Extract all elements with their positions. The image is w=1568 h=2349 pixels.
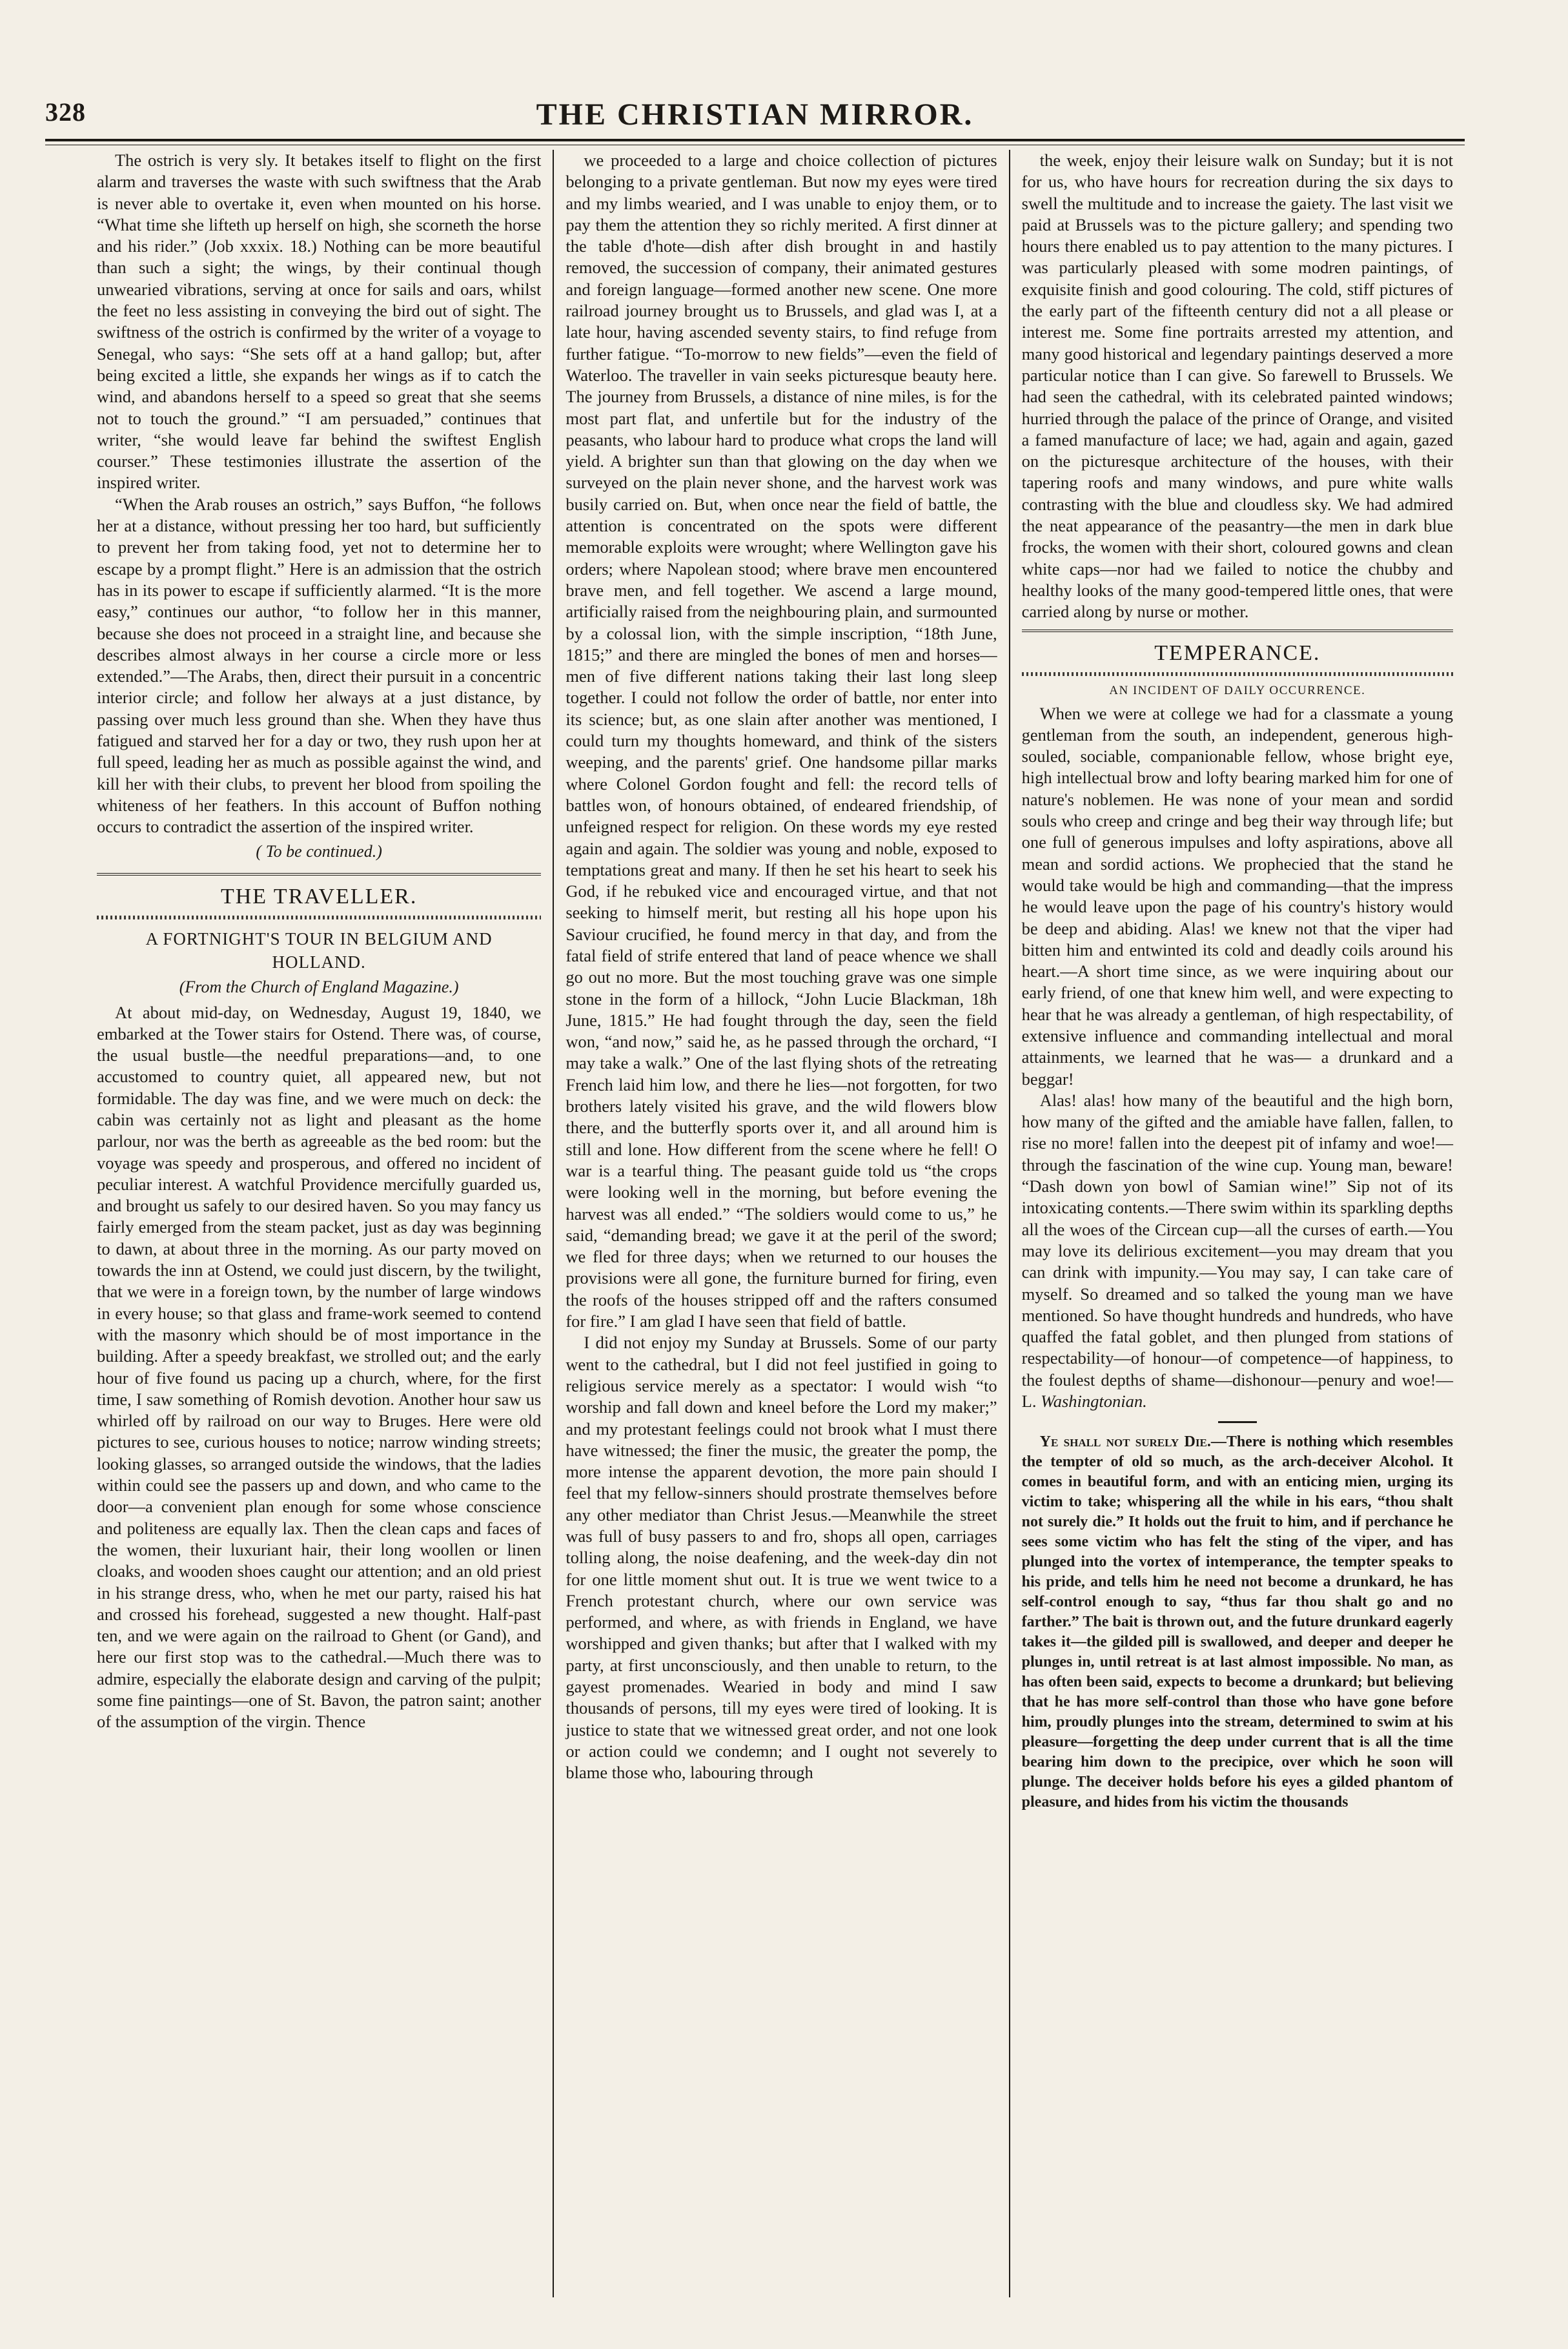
ostrich-paragraph-1: The ostrich is very sly. It betakes itself to flight on the first alarm and traverses the waste with such swiftness that the Arab is never able to overtake it, even when mounted on his horse. “What time she lifteth up herself on high, she scorneth the horse and his rider.” (Job xxxix. 18.) Nothing can be more beautiful than such a sight; the wings, by their continual though unwearied vibrations, serving at once for sails and oars, whilst the feet no less assisting in conveying the bird out of sight. The swiftness of the ostrich is confirmed by the writer of a voyage to Senegal, who says: “She sets off at a hand gallop; but, after being excited a little, she expands her wings as if to catch the wind, and abandons herself to a speed so great that she seems not to touch the ground.” “I am persuaded,” continues that writer, “she would leave far behind the swiftest English courser.” These testimonies illustrate the assertion of the inspired writer. [97, 150, 542, 493]
column-2 [553, 150, 1008, 2297]
temperance-paragraph-1: When we were at college we had for a classmate a young gentleman from the south, an independent, generous high-souled, sociable, companionable fellow, whose bright eye, high intellectual brow and lofty bearing marked him for one of nature's noblemen. He was none of your mean and sordid souls who creep and cringe and beg their way through life; but one full of generous impulses and lofty aspirations, above all mean and sordid actions. We prophecied that the stand he would take would be high and commanding—that the impress he would leave upon the page of his country's history would be deep and abiding. Alas! we knew not that the viper had bitten him and entwinted its cold and deadly coils around his heart.—A short time since, as we were inquiring about our early friend, of one that knew him well, and were expecting to hear that he was already a gentleman, of high respectability, of extensive influence and commanding intellectual and moral attainments, we learned that he was— a drunkard and a beggar! [1021, 703, 1453, 1089]
wavy-divider [1022, 672, 1453, 676]
masthead [45, 97, 1465, 142]
section-divider [1022, 630, 1453, 632]
column-1 [97, 150, 553, 2297]
section-title-temperance: TEMPERANCE. [1154, 641, 1321, 665]
journal-title: THE CHRISTIAN MIRROR. [536, 97, 974, 132]
columns [97, 150, 1465, 2297]
temperance-subhead: AN INCIDENT OF DAILY OCCURRENCE. [1109, 683, 1366, 697]
ostrich-paragraph-2: “When the Arab rouses an ostrich,” says Buffon, “he follows her at a distance, without pressing her too hard, but sufficiently to prevent her from taking food, yet not to determine her to escape by a prompt flight.” Here is an admission that the ostrich has in its power to escape if sufficiently alarmed. “It is the more easy,” continues our author, “to follow her in this manner, because she does not proceed in a straight line, and because she describes almost always in her course a circle more or less extended.”—The Arabs, then, direct their pursuit in a concentric interior circle; and follow her always at a just distance, by passing over much less ground than she. When they have thus fatigued and starved her for a day or two, they rush upon her at full speed, leading her as much as possible against the wind, and kill her with their clubs, to prevent her blood from spoiling the whiteness of her feathers. In this account of Buffon nothing occurs to contradict the assertion of the inspired writer. [97, 494, 542, 837]
article-source: (From the Church of England Magazine.) [179, 977, 459, 996]
column-3 [1009, 150, 1465, 2297]
traveller-paragraph-2: we proceeded to a large and choice collection of pictures belonging to a private gentleman. But now my eyes were tired and my limbs wearied, and I was unable to enjoy them, or to pay them the attention they so richly merited. A first dinner at the table d'hote—dish after dish brought in and hastily removed, the succession of company, their animated gestures and foreign language—formed another new scene. One more railroad journey brought us to Brussels, and glad was I, at a late hour, having ascended seventy stairs, to find refuge from further fatigue. “To-morrow to new fields”—even the field of Waterloo. The traveller in vain seeks picturesque beauty here. The journey from Brussels, a distance of nine miles, is for the most part flat, and unfertile but for the industry of the peasants, who labour hard to produce what crops the land will yield. A brighter sun than that glowing on the day when we surveyed on the plain never shone, and the harvest work was busily carried on. But, when once near the field of battle, the attention is concentrated on the spots were different memorable exploits were wrought; where Wellington gave his orders; where Napolean stood; where brave men encountered brave men, and fell together. We ascend a large mound, artificially raised from the neighbouring plain, and surmounted by a colossal lion, with the simple inscription, “18th June, 1815;” and there are mingled the bones of men and horses—men of five different nations taking their last long sleep together. I could not follow the order of battle, nor enter into its science; but, as one slain after another was mentioned, I could turn my thoughts homeward, and think of the sisters weeping, and the parents' grief. One handsome pillar marks where Colonel Gordon fought and fell: the record tells of battles won, of honours obtained, of endeared friendship, of unfeigned respect for religion. On these words my eye rested again and again. The soldier was young and noble, exposed to temptations great and many. If then he set his heart to seek his God, if he rebuked vice and encouraged virtue, and that not seeking to himself merit, but resting all his hope upon his Saviour crucified, he found mercy in that day, and from the fatal field of strife entered that land of peace whence we shall go out no more. But the most touching grave was one simple stone in the form of a hillock, “John Lucie Blackman, 18h June, 1815.” He had fought through the day, seen the field won, “and now,” said he, as he passed through the orchard, “I may take a walk.” One of the last flying shots of the retreating French laid him low, and there he lies—not forgotten, for two brothers lately visited his grave, and the wild flowers blow there, and the butterfly sports over it, and all around him is still and lone. How different from the scene where he fell! O war is a tearful thing. The peasant guide told us “the crops were looking well in the morning, but before evening the harvest was all ended.” “The soldiers would come to us,” he said, “demanding bread; we gave it at the peril of the sword; we fled for three days; when we returned to our houses the provisions were all gone, the furniture burned for firing, even the roofs of the houses stripped off and the rafters consumed for fire.” I am glad I have seen that field of battle. [565, 150, 997, 1331]
final-paragraph [1022, 1432, 1453, 1812]
final-paragraph-text: —There is nothing which resembles the tempter of old so much, as the arch-deceiver Alcohol. It comes in beautiful form, and with an enticing mien, urging its victim to take; whispering all the while in his ears, “thou shalt not surely die.” It holds out the fruit to him, and if perchance he sees some victim who has felt the sting of the viper, and has plunged into the vortex of intemperance, the tempter speaks to his pride, and tells him he need not become a drunkard, he has self-control enough to say, “thus far thou shalt go and no farther.” The bait is thrown out, and the future drunkard eagerly takes it—the gilded pill is swallowed, and deeper and deeper he plunges in, until retreat is at last almost impossible. No man, as has often been said, expects to become a drunkard; but believing that he has more self-control than those who have gone before him, proudly plunges into the stream, determined to swim at his pleasure—forgetting the deep under current that is all the time bearing him down to the precipice, over which he soon will plunge. The deceiver holds before his eyes a gilded phantom of pleasure, and hides from his victim the thousands [1021, 1433, 1453, 1811]
article-title: A FORTNIGHT'S TOUR IN BELGIUM AND HOLLAND. [145, 928, 493, 972]
article-paragraph-1: At about mid-day, on Wednesday, August 19, 1840, we embarked at the Tower stairs for Ostend. There was, of course, the usual bustle—the needful preparations—and, to one accustomed to country quiet, all appeared new, but not formidable. The day was fine, and we were much on deck: the cabin was certainly not as light and pleasant as the home parlour, nor was the berth as agreeable as the bed room: but the voyage was speedy and prosperous, and offered no incident of peculiar interest. A watchful Providence mercifully guarded us, and brought us safely to our desired haven. So you may fancy us fairly emerged from the steam packet, just as day was beginning to dawn, at about three in the morning. As our party moved on towards the inn at Ostend, we could just discern, by the twilight, that we were in a foreign town, by the number of large windows in every house; so that glass and frame-work seemed to contend with the masonry which should be of most importance in the building. After a speedy breakfast, we strolled out; and the early hour of five found us pacing up a church, where, for the first time, I saw something of Romish devotion. Another hour saw us whirled off by railroad on our way to Bruges. Here were old pictures to see, curious houses to notice; narrow winding streets; looking glasses, so arranged outside the windows, that the ladies within could see the passers up and down, and who came to the door—a convenient plan enough for some whose conscience and politeness are equally lax. Then the clean caps and faces of the women, their luxuriant hair, their long woollen or linen cloaks, and wooden shoes caught our attention; and an old priest in his strange dress, who, when he met our party, raised his hat and crossed his forehead, suggested a new thought. Half-past ten, and we were again on the railroad to Ghent (or Gand), and here our first stop was to the cathedral.—Much there was to admire, especially the elaborate design and carving of the pulpit; some fine paintings—one of St. Bavon, the patron saint; another of the assumption of the virgin. Thence [97, 1002, 542, 1732]
to-be-continued: ( To be continued.) [256, 841, 382, 861]
section-title-traveller: THE TRAVELLER. [220, 884, 418, 908]
traveller-paragraph-3: I did not enjoy my Sunday at Brussels. Some of our party went to the cathedral, but I did not feel justified in going to religious service merely as a spectator: I would wish “to worship and fall down and kneel before the Lord my maker;” and my protestant feelings could not brook what I must there have witnessed; the finer the music, the greater the pomp, the more intense the apparent devotion, the more pain should I feel that my fellow-sinners should prostrate themselves before any other mediator than Christ Jesus.—Meanwhile the street was full of busy passers to and fro, shops all open, carriages tolling along, the noise deafening, and the week-day din not for one little moment shut out. It is true we went twice to a French protestant church, where our own service was performed, and where, as with friends in England, we have worshipped and given thanks; but after that I walked with my party, at first unconsciously, and then unable to return, to the gayest promenades. Wearied in body and mind I saw thousands of persons, till my eyes were tired of looking. It is justice to state that we witnessed great order, and not one look or action could we condemn; and I ought not severely to blame those who, labouring through [565, 1333, 997, 1783]
traveller-paragraph-4: the week, enjoy their leisure walk on Sunday; but it is not for us, who have hours for recreation during the six days to swell the multitude and to increase the gaiety. The last visit we paid at Brussels was to the picture gallery; and spending two hours there enabled us to pay attention to the many pictures. I was particularly pleased with some modren paintings, of exquisite finish and good colouring. The cold, stiff pictures of the early part of the fifteenth century did not a all please or interest me. Some fine portraits arrested my attention, and many good historical and legendary paintings deserved a more particular notice than I can give. So farewell to Brussels. We had seen the cathedral, with its celebrated painted windows; hurried through the palace of the prince of Orange, and visited a famed manufacture of lace; we had, again and again, gazed on the picturesque architecture of the houses, with their tapering roofs and many windows, and pure white walls contrasting with the blue and cloudless sky. We had admired the neat appearance of the peasantry—the men in dark blue frocks, the women with their short, coloured gowns and clean white caps—nor had we failed to notice the chubby and healthy looks of the many good-tempered little ones, that were carried along by nurse or mother. [1021, 150, 1453, 622]
final-lead: Ye shall not surely Die. [1039, 1433, 1211, 1451]
temperance-paragraph-2-text: Alas! alas! how many of the beautiful and the high born, how many of the gifted and the amiable have fallen, fallen, to rise no more! fallen into the deepest pit of infamy and woe!—through the fascination of the wine cup. Young man, beware! “Dash down yon bowl of Samian wine!” Sip not of its intoxicating contents.—There swim within its sparkling depths all the woes of the Circean cup—all the curses of earth.—You may love its delirious excitement—you may dream that you can drink with impunity.—You may say, I can take care of myself. So dreamed and so talked the young man we have mentioned. So have thought hundreds and hundreds, who have quaffed the fatal goblet, and then plunged from stations of respectability—of honour—of competence—of happiness, to the foulest depths of shame—dishonour—penury and woe!—L. [1021, 1090, 1453, 1411]
page-number: 328 [45, 97, 86, 127]
temperance-paragraph-2 [1022, 1090, 1453, 1412]
wavy-divider [97, 916, 541, 919]
header-rule [45, 139, 1465, 141]
signature: Washingtonian. [1041, 1391, 1147, 1411]
short-divider [1218, 1421, 1257, 1423]
section-divider [97, 873, 541, 876]
